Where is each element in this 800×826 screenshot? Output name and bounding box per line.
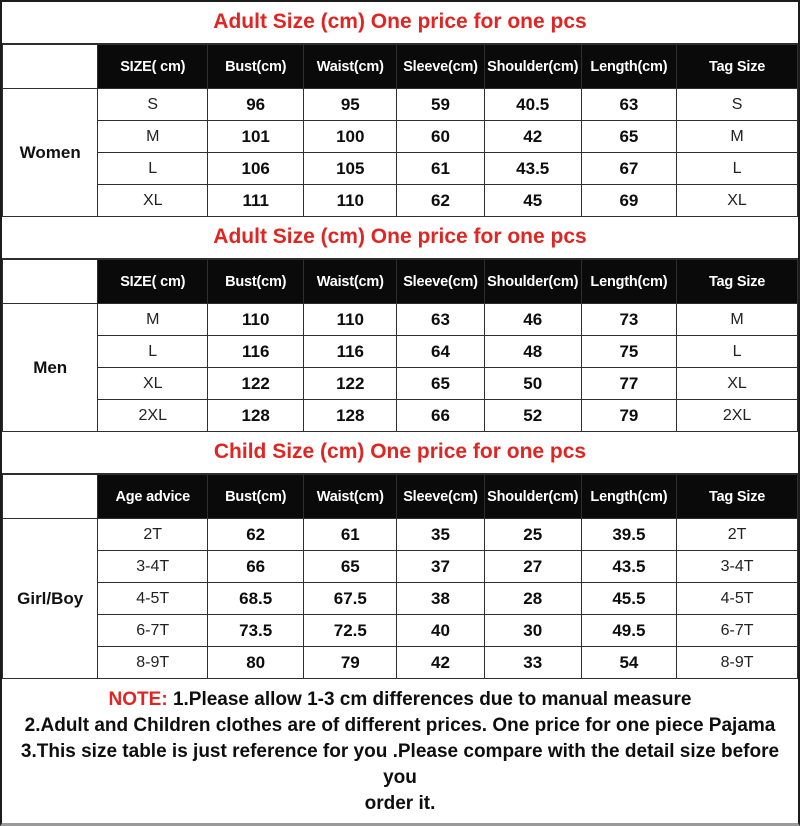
measurement-cell: 128 — [304, 400, 397, 432]
measurement-cell: 66 — [397, 400, 484, 432]
column-header: Shoulder(cm) — [484, 260, 581, 304]
measurement-cell: 73 — [581, 304, 676, 336]
measurement-cell: 63 — [581, 89, 676, 121]
size-cell: XL — [98, 185, 208, 217]
size-cell: 2T — [98, 519, 208, 551]
measurement-cell: 80 — [208, 647, 304, 679]
column-header: Bust(cm) — [208, 45, 304, 89]
table-row — [3, 551, 798, 583]
measurement-cell: 67 — [581, 153, 676, 185]
measurement-cell: 75 — [581, 336, 676, 368]
table-row — [3, 519, 798, 551]
column-header: Tag Size — [677, 475, 798, 519]
measurement-cell: 79 — [581, 400, 676, 432]
measurement-cell: 62 — [208, 519, 304, 551]
measurement-cell: 95 — [304, 89, 397, 121]
column-header: Tag Size — [677, 260, 798, 304]
size-cell: XL — [98, 368, 208, 400]
column-header: Age advice — [98, 475, 208, 519]
tag-size-cell: L — [677, 336, 798, 368]
section-title-men: Adult Size (cm) One price for one pcs — [2, 217, 798, 259]
section-title-women: Adult Size (cm) One price for one pcs — [2, 2, 798, 44]
column-header: Bust(cm) — [208, 260, 304, 304]
tag-size-cell: XL — [677, 368, 798, 400]
tag-size-cell: 8-9T — [677, 647, 798, 679]
measurement-cell: 100 — [304, 121, 397, 153]
note-line-2: 2.Adult and Children clothes are of different prices. One price for one piece Pajama — [24, 715, 776, 736]
column-header: Sleeve(cm) — [397, 45, 484, 89]
measurement-cell: 30 — [484, 615, 581, 647]
table-row — [3, 336, 798, 368]
group-label-cell: Girl/Boy — [3, 519, 98, 679]
measurement-cell: 64 — [397, 336, 484, 368]
table-row — [3, 89, 798, 121]
column-header: Shoulder(cm) — [484, 45, 581, 89]
column-header: Waist(cm) — [304, 260, 397, 304]
measurement-cell: 65 — [581, 121, 676, 153]
size-cell: 8-9T — [98, 647, 208, 679]
table-row — [3, 185, 798, 217]
measurement-cell: 27 — [484, 551, 581, 583]
measurement-cell: 50 — [484, 368, 581, 400]
measurement-cell: 38 — [397, 583, 484, 615]
tag-size-cell: 3-4T — [677, 551, 798, 583]
table-row — [3, 583, 798, 615]
measurement-cell: 122 — [208, 368, 304, 400]
size-cell: 6-7T — [98, 615, 208, 647]
tag-size-cell: L — [677, 153, 798, 185]
measurement-cell: 110 — [304, 304, 397, 336]
measurement-cell: 45 — [484, 185, 581, 217]
size-cell: S — [98, 89, 208, 121]
column-header: Waist(cm) — [304, 45, 397, 89]
measurement-cell: 105 — [304, 153, 397, 185]
table-row — [3, 615, 798, 647]
measurement-cell: 59 — [397, 89, 484, 121]
measurement-cell: 111 — [208, 185, 304, 217]
measurement-cell: 33 — [484, 647, 581, 679]
measurement-cell: 116 — [208, 336, 304, 368]
measurement-cell: 61 — [397, 153, 484, 185]
column-header: Length(cm) — [581, 45, 676, 89]
note-line-3: 3.This size table is just reference for you .Please compare with the detail size before you — [20, 741, 780, 788]
measurement-cell: 45.5 — [581, 583, 676, 615]
table-row — [3, 400, 798, 432]
measurement-cell: 40.5 — [484, 89, 581, 121]
column-header: Length(cm) — [581, 260, 676, 304]
measurement-cell: 79 — [304, 647, 397, 679]
measurement-cell: 101 — [208, 121, 304, 153]
tag-size-cell: 2T — [677, 519, 798, 551]
measurement-cell: 43.5 — [484, 153, 581, 185]
tag-size-cell: XL — [677, 185, 798, 217]
table-row — [3, 121, 798, 153]
measurement-cell: 96 — [208, 89, 304, 121]
note-line-1 — [12, 687, 788, 713]
measurement-cell: 39.5 — [581, 519, 676, 551]
measurement-cell: 43.5 — [581, 551, 676, 583]
tag-size-cell: S — [677, 89, 798, 121]
size-cell: L — [98, 336, 208, 368]
measurement-cell: 35 — [397, 519, 484, 551]
measurement-cell: 40 — [397, 615, 484, 647]
corner-cell — [3, 260, 98, 304]
size-cell: 4-5T — [98, 583, 208, 615]
tag-size-cell: M — [677, 121, 798, 153]
measurement-cell: 110 — [304, 185, 397, 217]
measurement-cell: 77 — [581, 368, 676, 400]
measurement-cell: 66 — [208, 551, 304, 583]
measurement-cell: 60 — [397, 121, 484, 153]
column-header: SIZE( cm) — [98, 260, 208, 304]
size-cell: M — [98, 121, 208, 153]
women-size-table — [2, 44, 798, 217]
tag-size-cell: M — [677, 304, 798, 336]
measurement-cell: 48 — [484, 336, 581, 368]
measurement-cell: 65 — [397, 368, 484, 400]
measurement-cell: 122 — [304, 368, 397, 400]
tag-size-cell: 4-5T — [677, 583, 798, 615]
measurement-cell: 116 — [304, 336, 397, 368]
table-row — [3, 647, 798, 679]
child-size-table — [2, 474, 798, 679]
note-text-1: 1.Please allow 1-3 cm differences due to manual measure — [172, 689, 692, 710]
column-header: Waist(cm) — [304, 475, 397, 519]
measurement-cell: 69 — [581, 185, 676, 217]
group-label-cell: Women — [3, 89, 98, 217]
corner-cell — [3, 475, 98, 519]
column-header: Length(cm) — [581, 475, 676, 519]
column-header: Tag Size — [677, 45, 798, 89]
size-cell: L — [98, 153, 208, 185]
measurement-cell: 128 — [208, 400, 304, 432]
column-header: Sleeve(cm) — [397, 260, 484, 304]
men-size-table — [2, 259, 798, 432]
measurement-cell: 49.5 — [581, 615, 676, 647]
table-row — [3, 153, 798, 185]
note-line-4: order it. — [364, 793, 436, 814]
measurement-cell: 68.5 — [208, 583, 304, 615]
measurement-cell: 42 — [397, 647, 484, 679]
measurement-cell: 52 — [484, 400, 581, 432]
measurement-cell: 62 — [397, 185, 484, 217]
section-title-child: Child Size (cm) One price for one pcs — [2, 432, 798, 474]
measurement-cell: 25 — [484, 519, 581, 551]
measurement-cell: 61 — [304, 519, 397, 551]
measurement-cell: 46 — [484, 304, 581, 336]
size-cell: 3-4T — [98, 551, 208, 583]
note-section — [2, 679, 798, 823]
tag-size-cell: 2XL — [677, 400, 798, 432]
tag-size-cell: 6-7T — [677, 615, 798, 647]
group-label-cell: Men — [3, 304, 98, 432]
column-header: Shoulder(cm) — [484, 475, 581, 519]
measurement-cell: 67.5 — [304, 583, 397, 615]
size-cell: 2XL — [98, 400, 208, 432]
measurement-cell: 110 — [208, 304, 304, 336]
measurement-cell: 65 — [304, 551, 397, 583]
note-label: NOTE: — [108, 689, 168, 710]
table-row — [3, 368, 798, 400]
measurement-cell: 37 — [397, 551, 484, 583]
measurement-cell: 28 — [484, 583, 581, 615]
measurement-cell: 63 — [397, 304, 484, 336]
table-row — [3, 304, 798, 336]
column-header: Bust(cm) — [208, 475, 304, 519]
measurement-cell: 54 — [581, 647, 676, 679]
corner-cell — [3, 45, 98, 89]
measurement-cell: 73.5 — [208, 615, 304, 647]
measurement-cell: 42 — [484, 121, 581, 153]
size-cell: M — [98, 304, 208, 336]
column-header: Sleeve(cm) — [397, 475, 484, 519]
column-header: SIZE( cm) — [98, 45, 208, 89]
measurement-cell: 72.5 — [304, 615, 397, 647]
measurement-cell: 106 — [208, 153, 304, 185]
